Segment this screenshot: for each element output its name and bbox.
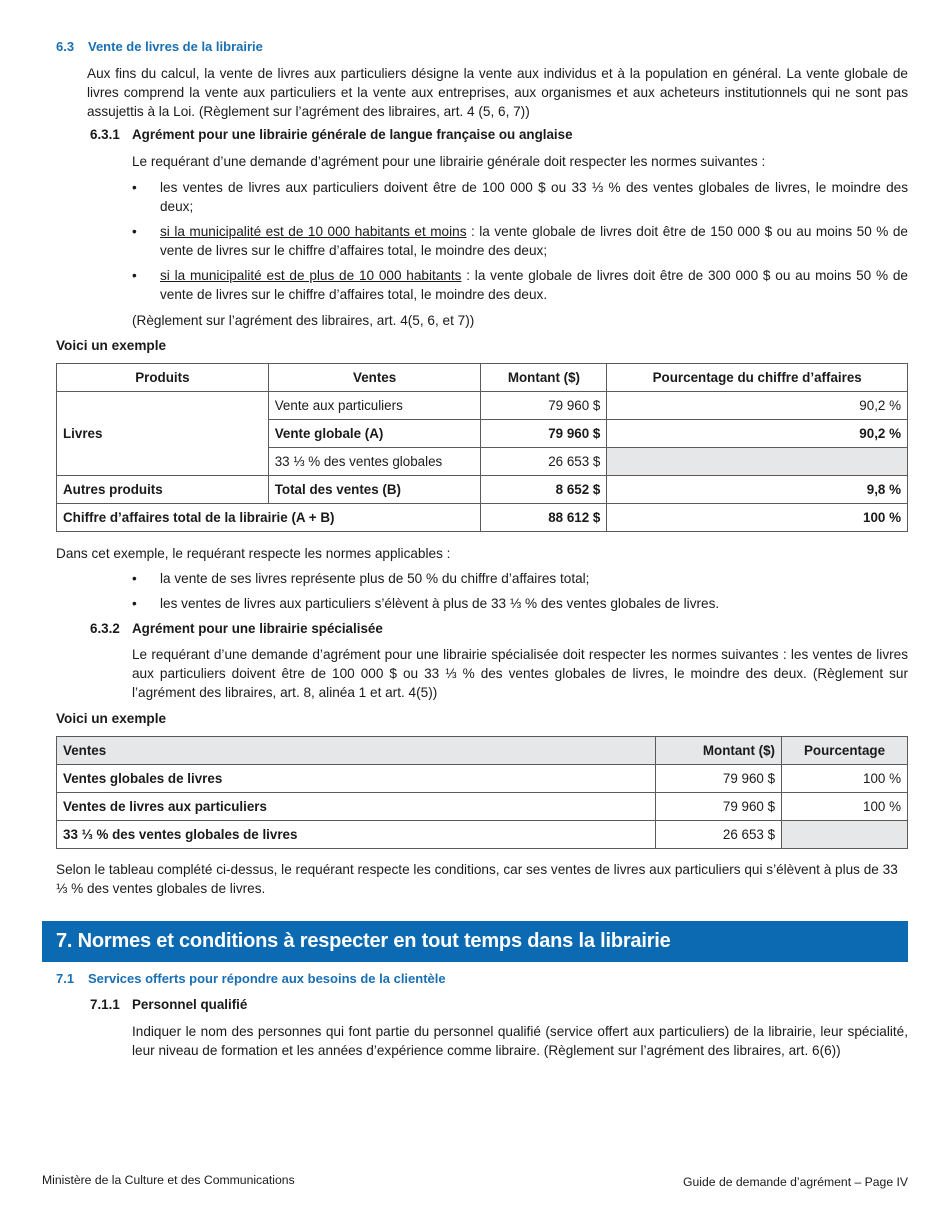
subsection-number: 7.1.1 [90, 997, 120, 1012]
table-header-row [57, 737, 908, 765]
section-7-1-1-heading [90, 997, 247, 1012]
table-cell: 79 960 $ [656, 765, 782, 793]
table-cell: 90,2 % [607, 392, 908, 420]
section-title: Services offerts pour répondre aux besoins de la clientèle [88, 971, 446, 986]
bullet-text: : la vente globale de livres doit être de 300 000 $ ou au moins 50 % de vente de livres sur le chiffre d’affaires total, le moindre des deux. [160, 268, 908, 302]
table-cell: 79 960 $ [481, 420, 607, 448]
section-title: Vente de livres de la librairie [88, 39, 263, 54]
norm-bullet-2 [132, 222, 908, 260]
section-6-3-2-heading [90, 621, 383, 636]
table-cell: Vente aux particuliers [268, 392, 481, 420]
chapter-7-banner: 7. Normes et conditions à respecter en tout temps dans la librairie [42, 921, 908, 962]
subsection-number: 6.3.1 [90, 127, 120, 142]
table-cell: Ventes globales de livres [57, 765, 656, 793]
subsection-title: Personnel qualifié [132, 997, 248, 1012]
table-header-cell: Pourcentage du chiffre d’affaires [607, 364, 908, 392]
table-cell: 26 653 $ [656, 821, 782, 849]
example-label: Voici un exemple [56, 711, 167, 726]
section-6-3-heading [56, 39, 263, 54]
table-cell: 9,8 % [607, 476, 908, 504]
table-header-cell: Ventes [268, 364, 481, 392]
section-6-3-1-heading [90, 127, 573, 142]
footer-ministry: Ministère de la Culture et des Communications [42, 1173, 295, 1187]
table-header-cell: Montant ($) [656, 737, 782, 765]
section-number: 6.3 [56, 39, 75, 54]
bullet-icon: • [132, 224, 137, 239]
bullet-text: : la vente globale de livres doit être de 150 000 $ ou au moins 50 % de vente de livres sur le chiffre d’affaires total, le moindre des deux; [160, 224, 908, 258]
table-cell: Chiffre d’affaires total de la librairie (A + B) [57, 504, 481, 532]
bullet-icon: • [132, 268, 137, 283]
example-label: Voici un exemple [56, 338, 167, 353]
bullet-icon: • [132, 596, 137, 611]
section-7-1-1-paragraph: Indiquer le nom des personnes qui font partie du personnel qualifié (service offert aux particuliers) de la librairie, leur spécialité, leur niveau de formation et les années d’expérience comme libraire. (Règlement sur l’agrément des libraires, art. 6(6)) [132, 1024, 908, 1058]
table-header-cell: Montant ($) [481, 364, 607, 392]
table-header-cell: Ventes [57, 737, 656, 765]
section-6-3-1-intro: Le requérant d’une demande d’agrément pour une librairie générale doit respecter les normes suivantes : [132, 154, 766, 169]
table-cell-empty [782, 821, 908, 849]
conclusion-bullet-2 [132, 594, 908, 613]
conclusion-bullet-1 [132, 569, 908, 588]
table-row [57, 793, 908, 821]
table-cell: 100 % [782, 765, 908, 793]
table-cell: Total des ventes (B) [268, 476, 481, 504]
table-cell: Vente globale (A) [268, 420, 481, 448]
table-cell: 90,2 % [607, 420, 908, 448]
table-cell-livres: Livres [57, 392, 269, 476]
table-row [57, 392, 908, 420]
footer-page-label: Guide de demande d’agrément – Page IV [683, 1175, 908, 1189]
example-table-general [56, 363, 908, 532]
table-row [57, 504, 908, 532]
bullet-icon: • [132, 180, 137, 195]
table-row [57, 476, 908, 504]
example-table-specialized [56, 736, 908, 849]
table-cell: 100 % [607, 504, 908, 532]
table-cell: 100 % [782, 793, 908, 821]
norm-bullet-1 [132, 178, 908, 216]
table-header-cell: Produits [57, 364, 269, 392]
table-header-cell: Pourcentage [782, 737, 908, 765]
table-cell: Autres produits [57, 476, 269, 504]
table-cell: 88 612 $ [481, 504, 607, 532]
table-cell: 79 960 $ [481, 392, 607, 420]
table-2-conclusion: Selon le tableau complété ci-dessus, le requérant respecte les conditions, car ses ventes de livres aux particuliers qui s’élèvent à plus de 33 ⅓ % des ventes globales de livres. [56, 862, 898, 896]
table-header-row [57, 364, 908, 392]
section-6-3-2-paragraph: Le requérant d’une demande d’agrément pour une librairie spécialisée doit respecter les normes suivantes : les ventes de livres aux particuliers doivent être de 100 000 $ ou 33 ⅓ % des ventes globales de livres, le moindre des deux. (Règlement sur l’agrément des libraires, art. 8, alinéa 1 et art. 4(5)) [132, 647, 908, 700]
section-7-1-heading [56, 971, 446, 986]
subsection-number: 6.3.2 [90, 621, 120, 636]
bullet-text: les ventes de livres aux particuliers doivent être de 100 000 $ ou 33 ⅓ % des ventes globales de livres, le moindre des deux; [160, 180, 908, 214]
bullet-text: la vente de ses livres représente plus de 50 % du chiffre d’affaires total; [160, 571, 590, 586]
section-6-3-1-reference: (Règlement sur l’agrément des libraires, art. 4(5, 6, et 7)) [132, 313, 475, 328]
table-cell: 8 652 $ [481, 476, 607, 504]
norm-bullet-3 [132, 266, 908, 304]
bullet-icon: • [132, 571, 137, 586]
table-cell: 33 ⅓ % des ventes globales [268, 448, 481, 476]
table-cell: 79 960 $ [656, 793, 782, 821]
table-row [57, 821, 908, 849]
table-row [57, 765, 908, 793]
subsection-title: Agrément pour une librairie générale de langue française ou anglaise [132, 127, 573, 142]
bullet-text: les ventes de livres aux particuliers s’élèvent à plus de 33 ⅓ % des ventes globales de livres. [160, 596, 720, 611]
section-number: 7.1 [56, 971, 75, 986]
subsection-title: Agrément pour une librairie spécialisée [132, 621, 383, 636]
table-cell-empty [607, 448, 908, 476]
table-cell: Ventes de livres aux particuliers [57, 793, 656, 821]
bullet-underlined-condition: si la municipalité est de 10 000 habitants et moins [160, 224, 467, 239]
table-cell: 33 ⅓ % des ventes globales de livres [57, 821, 656, 849]
example-conclusion-intro: Dans cet exemple, le requérant respecte les normes applicables : [56, 546, 451, 561]
bullet-underlined-condition: si la municipalité est de plus de 10 000 habitants [160, 268, 462, 283]
section-6-3-paragraph: Aux fins du calcul, la vente de livres aux particuliers désigne la vente aux individus et à la population en général. La vente globale de livres comprend la vente aux particuliers et la vente aux entreprises, aux organismes et aux acheteurs institutionnels qui ne sont pas assujettis à la Loi. (Règlement sur l’agrément des libraires, art. 4 (5, 6, 7)) [87, 66, 908, 119]
table-cell: 26 653 $ [481, 448, 607, 476]
